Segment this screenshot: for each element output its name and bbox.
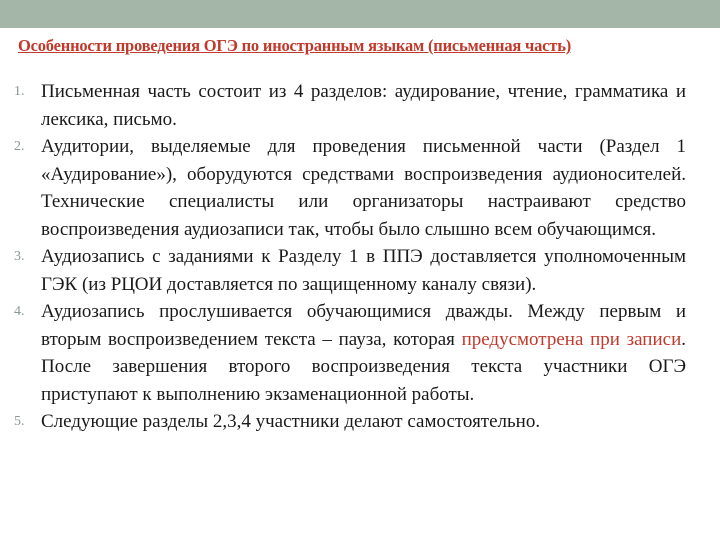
item-text: Следующие разделы 2,3,4 участники делают самостоятельно.	[41, 411, 541, 432]
item-number: 3.	[14, 249, 25, 264]
item-text: Письменная часть состоит из 4 разделов: аудирование, чтение, грамматика и лексика, письмо.	[41, 81, 686, 130]
item-number: 2.	[14, 139, 25, 154]
top-decor-bar	[0, 0, 720, 28]
list-item-4	[14, 298, 686, 408]
rules-list	[14, 78, 686, 436]
item-text-after: . После завершения второго воспроизведения текста участники ОГЭ приступают к выполнению экзаменационной работы.	[41, 328, 686, 405]
highlighted-text: предусмотрена при записи	[461, 328, 682, 350]
item-number: 4.	[14, 304, 25, 319]
item-number: 1.	[14, 84, 25, 99]
list-item-1	[14, 78, 686, 133]
list-item-3	[14, 243, 686, 298]
item-text: Аудитории, выделяемые для проведения письменной части (Раздел 1 «Аудирование»), оборудуются средствами воспроизведения аудионосителей. Технические специалисты или организаторы настраивают средство воспроизведения аудиозаписи так, чтобы было слышно всем обучающимся.	[41, 136, 686, 240]
slide-title: Особенности проведения ОГЭ по иностранным языкам (письменная часть)	[18, 36, 572, 55]
item-text: Аудиозапись с заданиями к Разделу 1 в ППЭ доставляется уполномоченным ГЭК (из РЦОИ доставляется по защищенному каналу связи).	[41, 246, 686, 295]
list-item-2	[14, 133, 686, 243]
item-text-before: Аудиозапись прослушивается обучающимися дважды. Между первым и вторым воспроизведением текста – пауза, которая	[41, 301, 686, 350]
item-number: 5.	[14, 414, 25, 429]
list-item-5	[14, 408, 686, 436]
